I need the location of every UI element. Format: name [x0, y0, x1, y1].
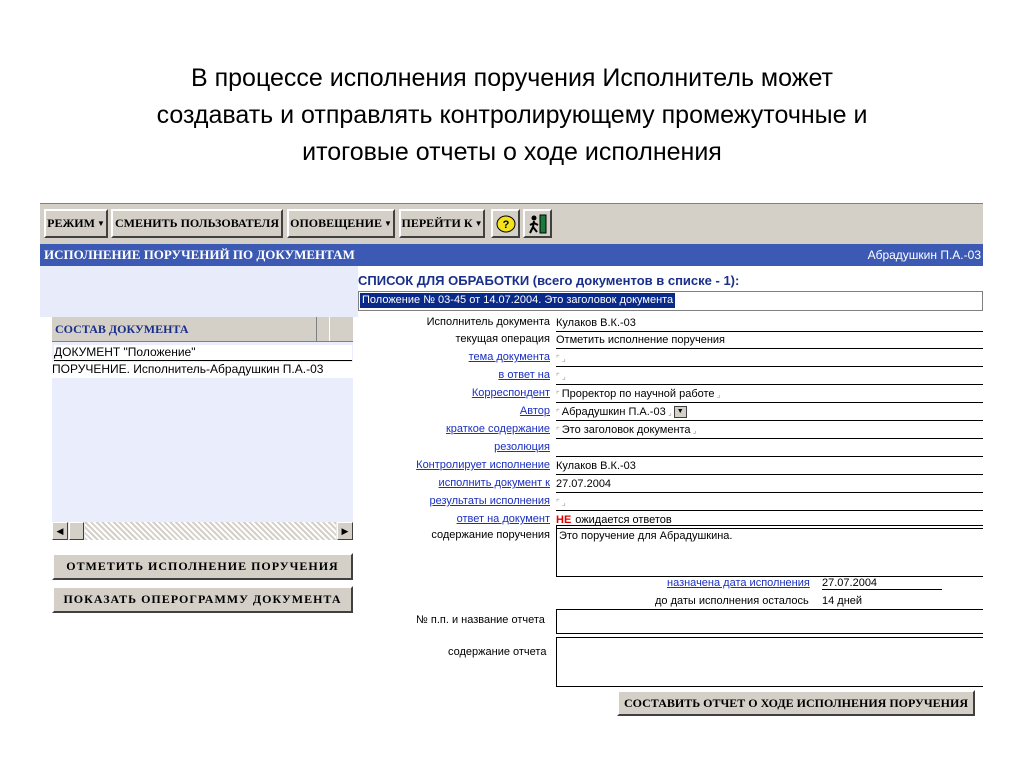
notification-label: ОПОВЕЩЕНИЕ	[290, 216, 382, 230]
report-content-input[interactable]	[556, 637, 983, 687]
exit-button[interactable]	[523, 209, 552, 238]
answer-flag: НЕ	[556, 514, 572, 526]
field-marker-icon: ⌜	[556, 390, 560, 399]
content-label: содержание поручения	[431, 529, 550, 541]
resolution-row	[358, 440, 983, 457]
slide-title-line-2: создавать и отправлять контролирующему промежуточные и	[156, 101, 868, 129]
resolution-field[interactable]	[556, 440, 983, 457]
scroll-left-icon[interactable]: ◀	[52, 522, 68, 540]
summary-link[interactable]: краткое содержание	[445, 423, 550, 435]
operation-row	[358, 332, 983, 349]
topic-row	[358, 350, 983, 367]
content-field[interactable]: Это поручение для Абрадушкина.	[556, 525, 983, 577]
field-marker-icon: ⌜ ⌟	[556, 354, 566, 363]
due-link[interactable]: исполнить документ к	[438, 477, 550, 489]
correspondent-value: Проректор по научной работе	[561, 388, 715, 400]
correspondent-row	[358, 386, 983, 403]
report-title-label: № п.п. и название отчета	[416, 614, 545, 626]
toolbar	[40, 203, 983, 244]
report-content-label: содержание отчета	[448, 646, 547, 658]
slide-title-line-1: В процессе исполнения поручения Исполнитель может	[191, 64, 833, 92]
reply-to-field[interactable]	[556, 368, 983, 385]
slide-title	[60, 60, 964, 171]
column-separator[interactable]	[316, 317, 330, 341]
reply-to-link[interactable]: в ответ на	[498, 369, 550, 381]
assigned-date-row	[667, 577, 810, 589]
show-operogram-button[interactable]	[52, 586, 353, 613]
help-button[interactable]	[491, 209, 520, 238]
processing-list-item[interactable]: Положение № 03-45 от 14.07.2004. Это заголовок документа	[362, 294, 674, 306]
controller-row	[358, 458, 983, 475]
field-marker-icon: ⌟	[690, 426, 697, 435]
scroll-thumb[interactable]	[69, 522, 84, 540]
field-marker-icon: ⌜ ⌟	[556, 372, 566, 381]
assigned-date-link[interactable]: назначена дата исполнения	[667, 577, 810, 589]
document-composition-panel	[52, 317, 353, 540]
due-field[interactable]: 27.07.2004	[556, 476, 983, 493]
notification-menu-button[interactable]	[287, 209, 395, 238]
exit-icon	[527, 213, 549, 235]
app-window	[40, 203, 983, 718]
days-left-value: 14 дней	[822, 595, 863, 607]
compose-report-button[interactable]	[617, 690, 975, 716]
results-field[interactable]	[556, 494, 983, 511]
topic-field[interactable]	[556, 350, 983, 367]
field-marker-icon: ⌜ ⌟	[556, 498, 566, 507]
author-row	[358, 404, 983, 421]
document-composition-header	[52, 317, 353, 342]
assigned-date-field[interactable]: 27.07.2004	[822, 577, 942, 590]
mode-label: РЕЖИМ	[47, 216, 95, 230]
author-dropdown-icon[interactable]: ▼	[674, 406, 687, 418]
horizontal-scrollbar[interactable]	[52, 522, 353, 540]
author-value: Абрадушкин П.А.-03	[561, 406, 666, 418]
processing-list-title: СПИСОК ДЛЯ ОБРАБОТКИ (всего документов в списке - 1):	[358, 273, 740, 288]
topic-link[interactable]: тема документа	[468, 351, 550, 363]
mode-menu-button[interactable]	[44, 209, 108, 238]
document-tree-item[interactable]: ДОКУМЕНТ "Положение"	[54, 345, 352, 361]
resolution-link[interactable]: резолюция	[494, 441, 550, 453]
current-user: Абрадушкин П.А.-03	[867, 248, 981, 262]
answer-value: ожидается ответов	[575, 514, 672, 526]
correspondent-link[interactable]: Корреспондент	[471, 387, 550, 399]
chevron-down-icon: ▼	[96, 219, 105, 228]
field-marker-icon: ⌜	[556, 426, 560, 435]
executor-label: Исполнитель документа	[426, 316, 550, 328]
module-title: ИСПОЛНЕНИЕ ПОРУЧЕНИЙ ПО ДОКУМЕНТАМ	[44, 247, 355, 262]
processing-list[interactable]	[358, 291, 983, 311]
results-row	[358, 494, 983, 511]
chevron-down-icon: ▼	[474, 219, 483, 228]
scroll-track[interactable]	[85, 522, 336, 540]
answer-link[interactable]: ответ на документ	[456, 513, 550, 525]
goto-menu-button[interactable]	[399, 209, 485, 238]
field-marker-icon: ⌟	[714, 390, 721, 399]
executor-row	[358, 315, 983, 332]
change-user-button[interactable]	[111, 209, 283, 238]
scroll-right-icon[interactable]: ▶	[337, 522, 353, 540]
slide-title-line-3: итоговые отчеты о ходе исполнения	[302, 138, 722, 166]
author-field[interactable]	[556, 404, 983, 421]
report-title-input[interactable]	[556, 609, 983, 634]
change-user-label: СМЕНИТЬ ПОЛЬЗОВАТЕЛЯ	[114, 216, 280, 230]
left-top-area	[40, 266, 358, 317]
module-header	[40, 244, 983, 266]
operation-label: текущая операция	[455, 333, 550, 345]
field-marker-icon: ⌜	[556, 408, 560, 417]
summary-field[interactable]	[556, 422, 983, 439]
controller-field[interactable]: Кулаков В.К.-03	[556, 458, 983, 475]
mark-execution-button[interactable]	[52, 553, 353, 580]
summary-row	[358, 422, 983, 439]
show-operogram-label: ПОКАЗАТЬ ОПЕРОГРАММУ ДОКУМЕНТА	[63, 592, 342, 606]
assignment-tree-item[interactable]: ПОРУЧЕНИЕ. Исполнитель-Абрадушкин П.А.-03	[52, 362, 353, 378]
author-link[interactable]: Автор	[519, 405, 550, 417]
executor-field[interactable]: Кулаков В.К.-03	[556, 315, 983, 332]
results-link[interactable]: результаты исполнения	[429, 495, 550, 507]
due-row	[358, 476, 983, 493]
document-composition-title: СОСТАВ ДОКУМЕНТА	[55, 322, 189, 336]
operation-field[interactable]: Отметить исполнение поручения	[556, 332, 983, 349]
chevron-down-icon: ▼	[383, 219, 392, 228]
controller-link[interactable]: Контролирует исполнение	[416, 459, 550, 471]
svg-text:?: ?	[502, 218, 509, 231]
mark-execution-label: ОТМЕТИТЬ ИСПОЛНЕНИЕ ПОРУЧЕНИЯ	[66, 559, 339, 573]
field-marker-icon: ⌟	[665, 408, 672, 417]
days-left-label: до даты исполнения осталось	[655, 595, 809, 607]
compose-report-label: СОСТАВИТЬ ОТЧЕТ О ХОДЕ ИСПОЛНЕНИЯ ПОРУЧЕНИЯ	[623, 695, 969, 710]
help-icon	[496, 215, 516, 233]
summary-value: Это заголовок документа	[561, 424, 691, 436]
correspondent-field[interactable]	[556, 386, 983, 403]
goto-label: ПЕРЕЙТИ К	[401, 216, 473, 230]
reply-to-row	[358, 368, 983, 385]
